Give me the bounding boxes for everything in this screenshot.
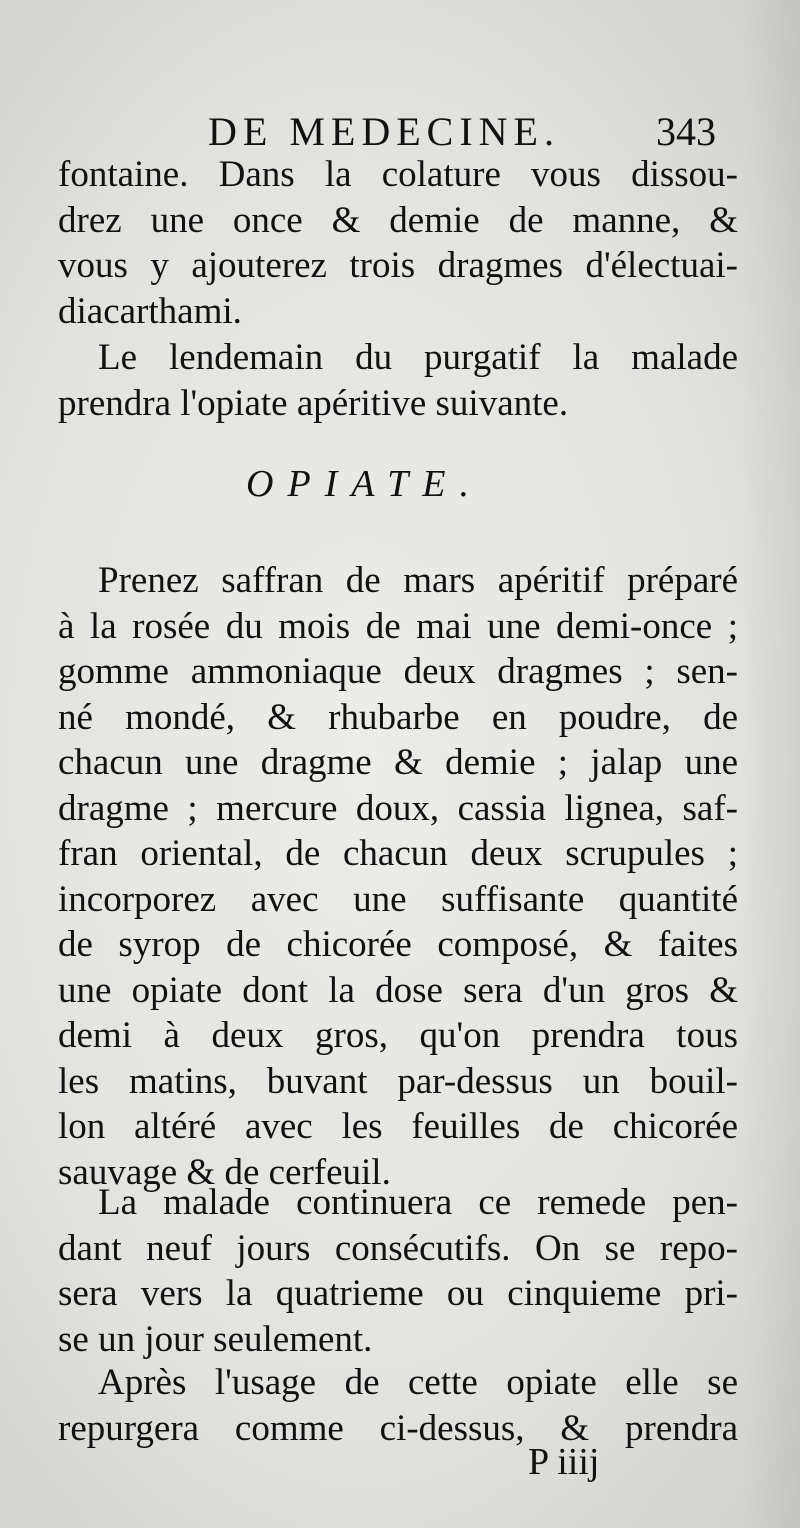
text-line: repurgera comme ci-dessus, & prendra: [58, 1407, 738, 1449]
recipe-paragraph: [58, 558, 738, 1195]
page-edge-shadow: [740, 0, 800, 1528]
text-line: Le lendemain du purgatif la malade: [98, 337, 738, 378]
text-line: incorporez avec une suffisante quantité: [58, 878, 738, 920]
text-line: sera vers la quatrieme ou cinquieme pri-: [58, 1273, 738, 1314]
text-line: les matins, buvant par-dessus un bouil-: [58, 1060, 738, 1102]
text-line: sauvage & de cerfeuil.: [58, 1151, 391, 1193]
text-line: une opiate dont la dose sera d'un gros &: [58, 969, 738, 1011]
page-header: [0, 108, 800, 158]
text-line: à la rosée du mois de mai une demi-once ;: [58, 605, 738, 647]
text-line: La malade continuera ce remede pen-: [98, 1182, 738, 1223]
text-line: dragme ; mercure doux, cassia lignea, saf-: [58, 787, 738, 829]
paragraph-apres: [58, 1360, 738, 1451]
text-line: gomme ammoniaque deux dragmes ; sen-: [58, 651, 738, 692]
paragraph-fontaine: [58, 152, 738, 334]
text-line: vous y ajouterez trois dragmes d'électuai-: [58, 245, 738, 286]
paragraph-lendemain: [58, 335, 738, 426]
text-line: dant neuf jours consécutifs. On se repo-: [58, 1227, 738, 1269]
text-line: prendra l'opiate apéritive suivante.: [58, 382, 569, 424]
text-line: né mondé, & rhubarbe en poudre, de: [58, 696, 738, 738]
section-heading: OPIATE.: [246, 463, 483, 505]
running-title: DE MEDECINE.: [208, 109, 560, 154]
text-line: lon altéré avec les feuilles de chicorée: [58, 1106, 738, 1147]
text-line: de syrop de chicorée composé, & faites: [58, 924, 738, 965]
text-line: diacarthami.: [58, 290, 242, 332]
signature-mark: P iiij: [528, 1441, 600, 1483]
text-line: demi à deux gros, qu'on prendra tous: [58, 1015, 738, 1056]
text-line: Après l'usage de cette opiate elle se: [98, 1362, 738, 1403]
text-line: Prenez saffran de mars apéritif préparé: [98, 560, 738, 601]
page-number: 343: [656, 109, 716, 154]
text-line: se un jour seulement.: [58, 1318, 373, 1360]
paragraph-continuera: [58, 1180, 738, 1362]
text-line: fran oriental, de chacun deux scrupules ;: [58, 833, 738, 874]
text-line: fontaine. Dans la colature vous dissou-: [58, 154, 738, 195]
text-line: drez une once & demie de manne, &: [58, 199, 738, 241]
text-line: chacun une dragme & demie ; jalap une: [58, 742, 738, 783]
